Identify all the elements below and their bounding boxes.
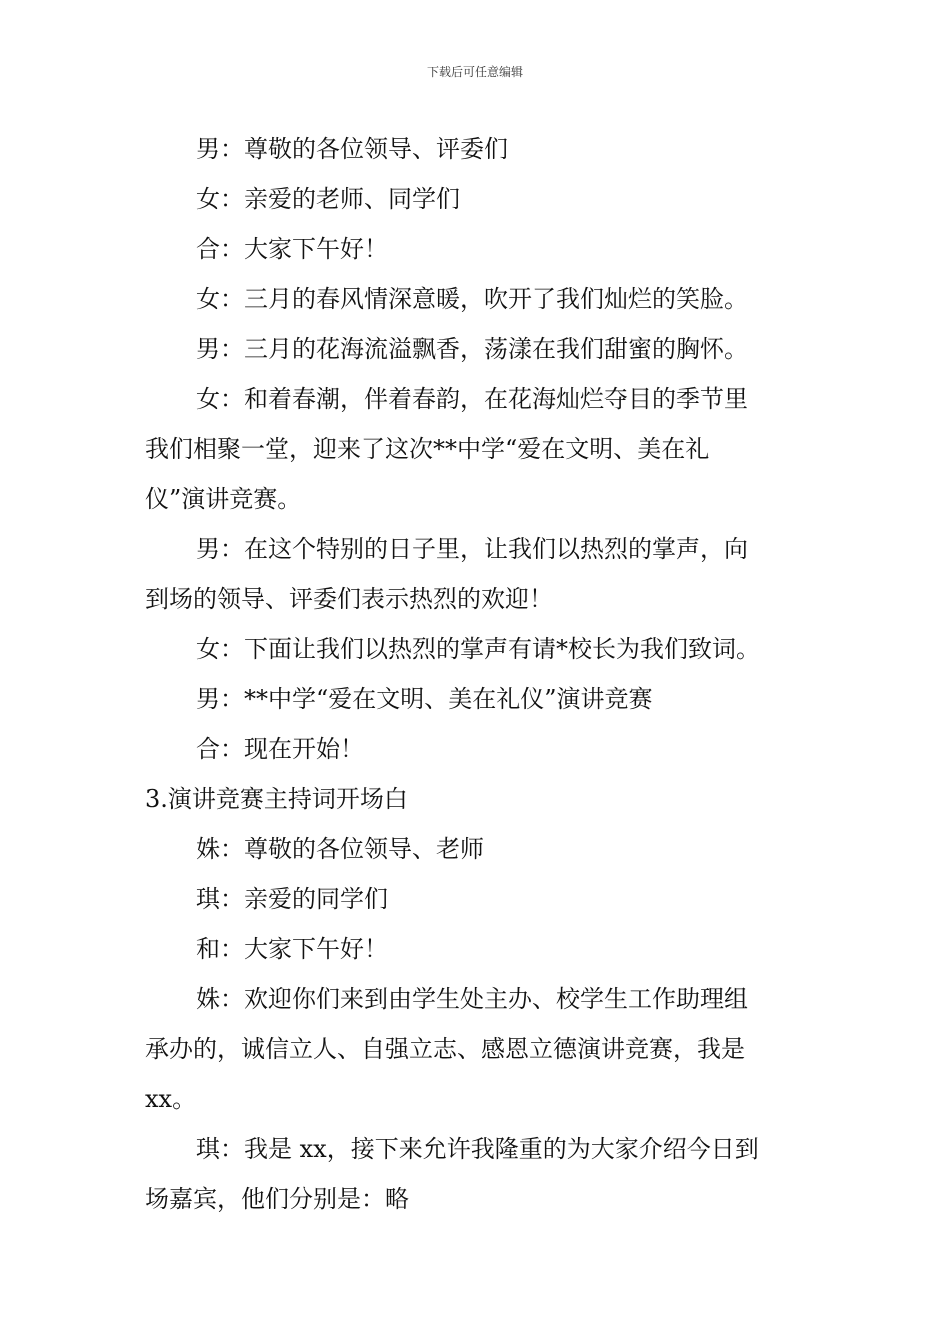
section-heading: 3.演讲竞赛主持词开场白: [145, 785, 408, 813]
paragraph-line: 女：和着春潮，伴着春韵，在花海灿烂夺目的季节里: [196, 385, 748, 413]
dialogue-line: 和：大家下午好！: [196, 935, 388, 963]
paragraph-line: 姝：欢迎你们来到由学生处主办、校学生工作助理组: [196, 985, 748, 1013]
dialogue-line: 女：三月的春风情深意暖，吹开了我们灿烂的笑脸。: [196, 285, 748, 313]
dialogue-line: 合：现在开始！: [196, 735, 364, 763]
document-body: [145, 124, 810, 1224]
dialogue-paragraph: [145, 524, 810, 624]
dialogue-line: 女：亲爱的老师、同学们: [196, 185, 460, 213]
paragraph-line: 到场的领导、评委们表示热烈的欢迎！: [145, 585, 553, 613]
dialogue-line: 姝：尊敬的各位领导、老师: [196, 835, 484, 863]
paragraph-line: 承办的，诚信立人、自强立志、感恩立德演讲竞赛，我是: [145, 1035, 745, 1063]
dialogue-line: 男：**中学“爱在文明、美在礼仪”演讲竞赛: [196, 685, 653, 713]
paragraph-line: 仪”演讲竞赛。: [145, 485, 302, 513]
paragraph-line: 场嘉宾，他们分别是：略: [145, 1185, 409, 1213]
dialogue-line: 合：大家下午好！: [196, 235, 388, 263]
paragraph-line: 琪：我是 xx，接下来允许我隆重的为大家介绍今日到: [196, 1135, 759, 1163]
page-header: 下载后可任意编辑: [426, 65, 523, 79]
dialogue-paragraph: [145, 974, 810, 1124]
paragraph-line: xx。: [145, 1085, 197, 1113]
dialogue-line: 男：尊敬的各位领导、评委们: [196, 135, 508, 163]
dialogue-paragraph: [145, 1124, 810, 1224]
dialogue-line: 男：三月的花海流溢飘香，荡漾在我们甜蜜的胸怀。: [196, 335, 748, 363]
dialogue-line: 琪：亲爱的同学们: [196, 885, 388, 913]
paragraph-line: 男：在这个特别的日子里，让我们以热烈的掌声，向: [196, 535, 748, 563]
dialogue-paragraph: [145, 374, 810, 524]
dialogue-line: 女：下面让我们以热烈的掌声有请*校长为我们致词。: [196, 635, 760, 663]
paragraph-line: 我们相聚一堂，迎来了这次**中学“爱在文明、美在礼: [145, 435, 710, 463]
